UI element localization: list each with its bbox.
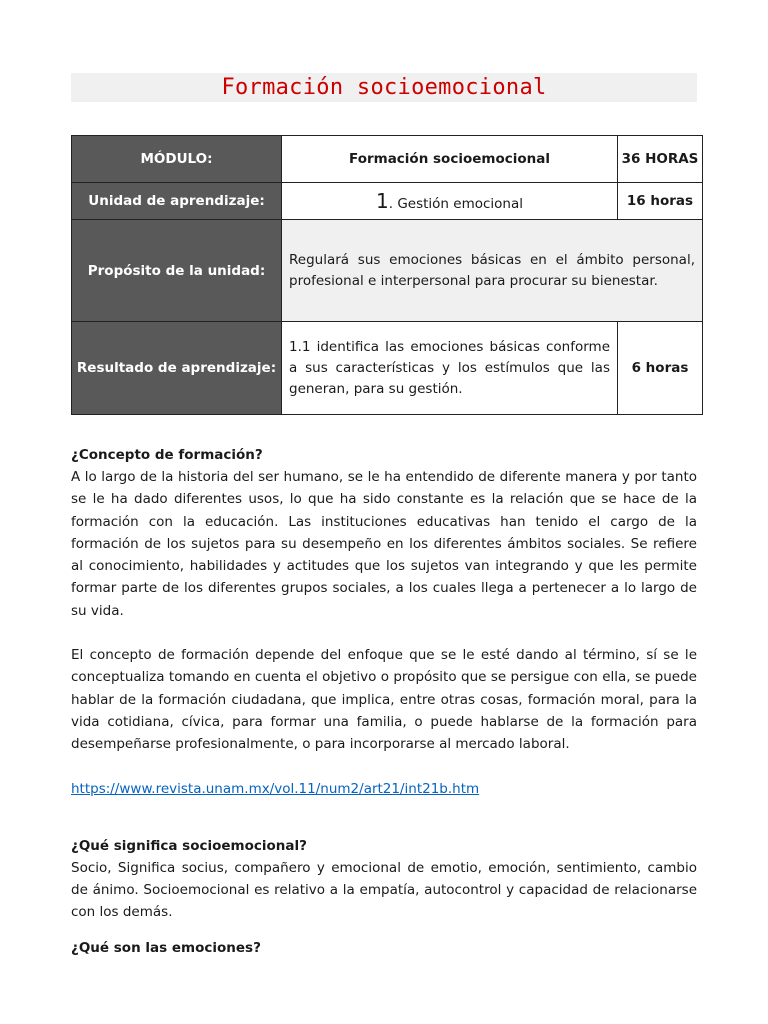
table-row-unit — [72, 183, 703, 220]
module-label: MÓDULO: — [72, 136, 282, 183]
paragraph: El concepto de formación depende del enfoque que se le esté dando al término, sí se le conceptualiza tomando en cuenta el objetivo o propósito que se persigue con ella, se puede hablar de la formación ciudadana, que implica, entre otras cosas, formación moral, para la vida cotidiana, cívica, para formar una familia, o puede hablarse de la formación para desempeñarse profesionalmente, o para incorporarse al mercado laboral. — [71, 647, 697, 753]
section-socioemocional — [71, 835, 697, 924]
table-row-purpose — [72, 220, 703, 322]
unit-hours: 16 horas — [618, 183, 703, 220]
module-info-table — [71, 135, 703, 415]
unit-value — [282, 183, 618, 220]
section-heading: ¿Qué son las emociones? — [71, 939, 261, 956]
result-hours: 6 horas — [618, 322, 703, 415]
section-heading: ¿Concepto de formación? — [71, 447, 263, 463]
purpose-label: Propósito de la unidad: — [72, 220, 282, 322]
reference-link-wrap — [71, 778, 697, 800]
result-label: Resultado de aprendizaje: — [72, 322, 282, 415]
document-page — [71, 0, 697, 959]
document-title: Formación socioemocional — [221, 75, 547, 100]
section-heading: ¿Qué significa socioemocional? — [71, 837, 307, 854]
table-row-result — [72, 322, 703, 415]
module-value: Formación socioemocional — [282, 136, 618, 183]
table-row-module — [72, 136, 703, 183]
module-hours: 36 HORAS — [618, 136, 703, 183]
purpose-value: Regulará sus emociones básicas en el ámbito personal, profesional e interpersonal para procurar su bienestar. — [282, 220, 703, 322]
section-concepto — [71, 444, 697, 800]
section-emociones — [71, 937, 697, 959]
unit-label: Unidad de aprendizaje: — [72, 183, 282, 220]
unit-name: . Gestión emocional — [388, 196, 523, 212]
paragraph: Socio, Significa socius, compañero y emocional de emotio, emoción, sentimiento, cambio de ánimo. Socioemocional es relativo a la empatía, autocontrol y capacidad de relacionarse con los demás. — [71, 859, 697, 921]
unit-number: 1 — [376, 189, 389, 213]
paragraph: A lo largo de la historia del ser humano, se le ha entendido de diferente manera y por tanto se le ha dado diferentes usos, lo que ha sido constante es la relación que se hace de la formación con la educación. Las instituciones educativas han tenido el cargo de la formación de los sujetos para su desempeño en los diferentes ámbitos sociales. Se refiere al conocimiento, habilidades y actitudes que los sujetos van integrando y que les permite formar parte de los diferentes grupos sociales, a los cuales llega a pertenecer a lo largo de su vida. — [71, 469, 697, 619]
reference-link[interactable]: https://www.revista.unam.mx/vol.11/num2/art21/int21b.htm — [71, 780, 480, 797]
title-bar — [71, 73, 697, 102]
result-value: 1.1 identifica las emociones básicas conforme a sus características y los estímulos que las generan, para su gestión. — [282, 322, 618, 415]
